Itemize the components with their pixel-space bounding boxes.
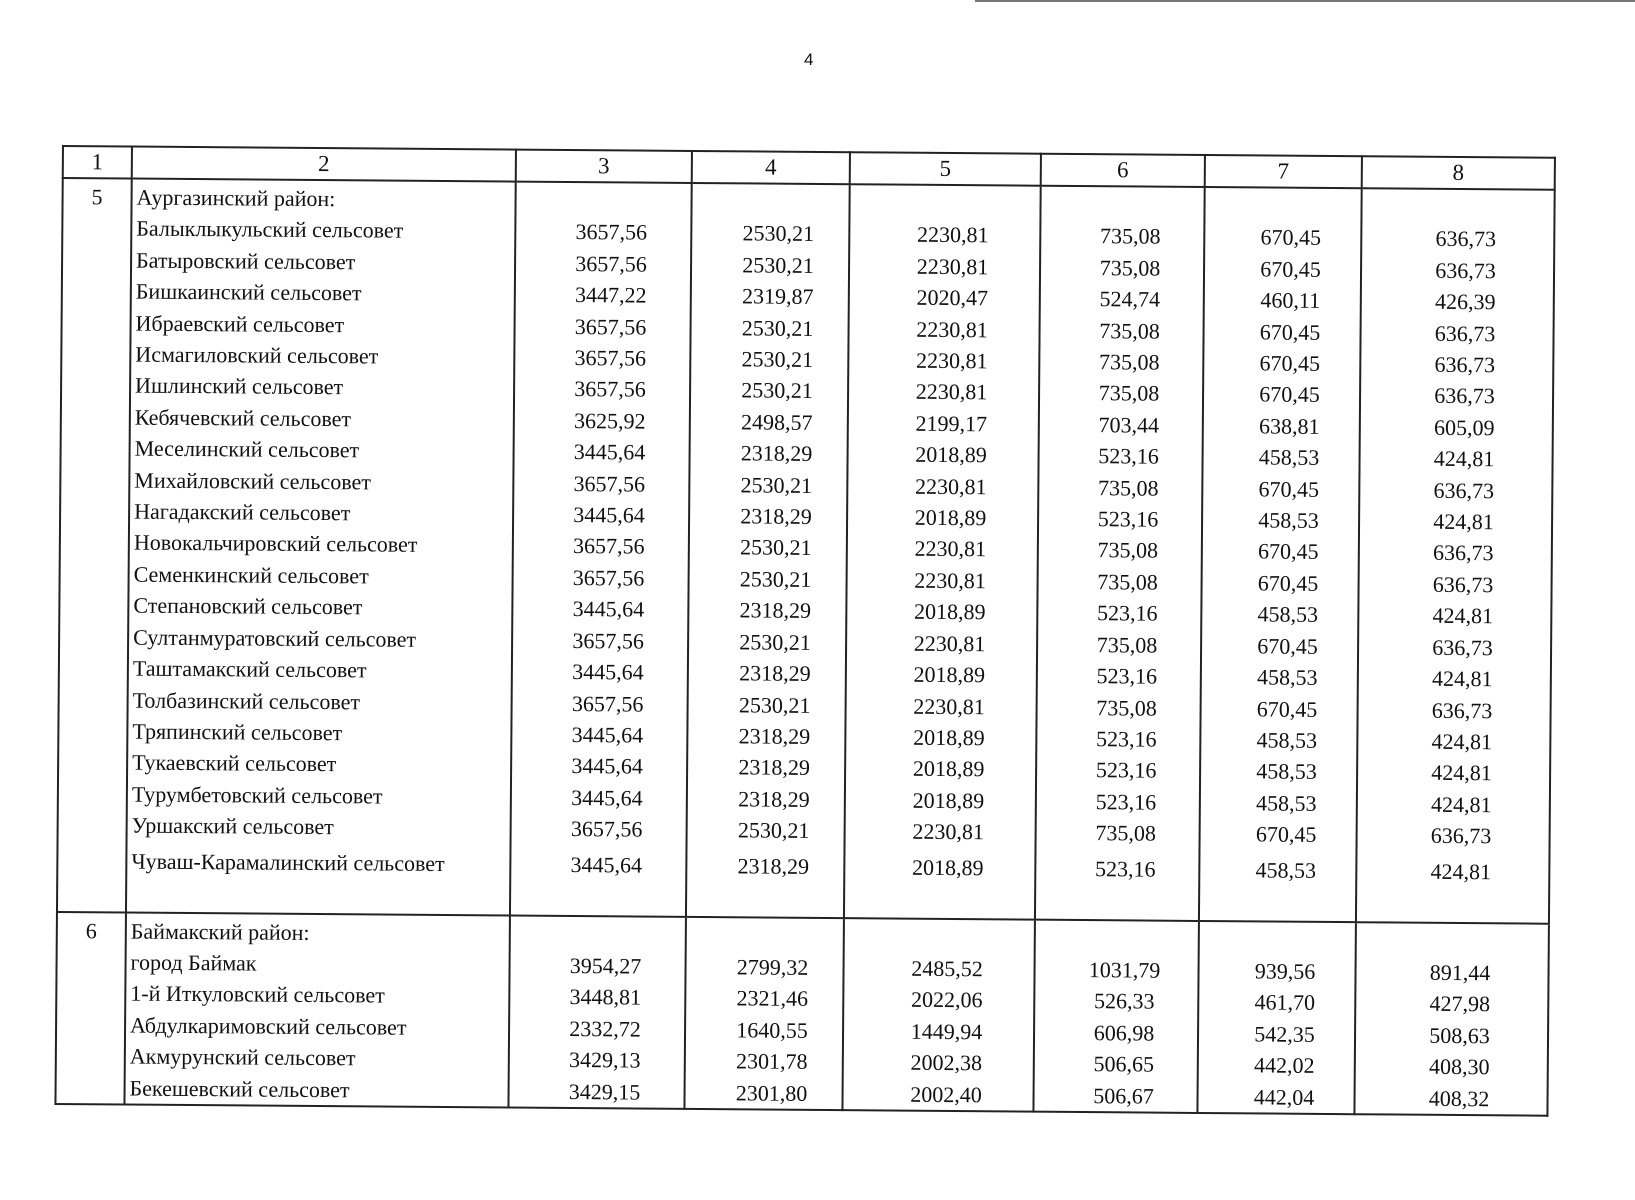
table-cell-value: 2530,21 bbox=[741, 377, 813, 404]
table-cell-value: 2321,46 bbox=[736, 985, 809, 1012]
table-cell-value: 735,08 bbox=[1098, 380, 1160, 407]
settlement-name: Ишлинский сельсовет bbox=[135, 373, 344, 400]
table-cell-value: 3445,64 bbox=[572, 659, 644, 685]
settlement-names-cell bbox=[126, 179, 516, 916]
table-cell-value: 3429,13 bbox=[568, 1047, 641, 1073]
table-cell-value: 703,44 bbox=[1098, 411, 1160, 438]
column-header: 2 bbox=[132, 147, 516, 182]
table-cell-value: 2018,89 bbox=[913, 724, 985, 751]
table-cell-value: 3657,56 bbox=[574, 313, 647, 340]
table-cell-value: 2318,29 bbox=[740, 440, 813, 467]
table-cell-value: 735,08 bbox=[1096, 631, 1158, 658]
settlement-name: Михайловский сельсовет bbox=[134, 467, 372, 495]
table-cell-value: 2301,80 bbox=[735, 1079, 808, 1106]
table-cell-value: 442,04 bbox=[1253, 1083, 1315, 1110]
table-cell-value: 458,53 bbox=[1258, 444, 1320, 471]
table-cell-value: 3447,22 bbox=[574, 282, 647, 308]
table-cell-value: 442,02 bbox=[1253, 1052, 1315, 1079]
section-number: 5 bbox=[57, 178, 132, 912]
settlement-name: Чуваш-Карамалинский сельсовет bbox=[131, 848, 445, 876]
table-cell-value: 1640,55 bbox=[736, 1017, 808, 1043]
settlement-name: Толбазинский сельсовет bbox=[132, 687, 361, 714]
table-cell-value: 3954,27 bbox=[569, 952, 642, 979]
table-cell-value: 3445,64 bbox=[573, 502, 645, 528]
table-cell-value: 3445,64 bbox=[571, 753, 643, 779]
table-cell-value: 670,45 bbox=[1257, 538, 1319, 565]
settlement-name: Уршакский сельсовет bbox=[131, 812, 334, 840]
settlement-name: Батыровский сельсовет bbox=[136, 247, 356, 275]
table-cell-value: 636,73 bbox=[1431, 697, 1493, 723]
table-cell-value: 2199,17 bbox=[915, 410, 988, 437]
table-cell-value: 670,45 bbox=[1259, 350, 1321, 376]
table-cell-value: 526,33 bbox=[1093, 988, 1155, 1014]
table-cell-value: 424,81 bbox=[1433, 508, 1494, 535]
table-cell-value: 2530,21 bbox=[740, 534, 812, 561]
table-cell-value: 458,53 bbox=[1257, 601, 1319, 628]
table-cell-value: 735,08 bbox=[1096, 694, 1157, 721]
table-cell-value: 426,39 bbox=[1434, 289, 1496, 315]
table-cell-value: 636,73 bbox=[1435, 257, 1496, 284]
table-cell-value: 670,45 bbox=[1256, 695, 1318, 722]
table-cell-value: 891,44 bbox=[1429, 959, 1491, 986]
table-cell-value: 2485,52 bbox=[911, 955, 983, 982]
table-cell-value: 2022,06 bbox=[910, 987, 983, 1013]
value-column-3 bbox=[508, 915, 686, 1109]
table-cell-value: 670,45 bbox=[1257, 570, 1319, 596]
table-cell-value: 461,70 bbox=[1254, 989, 1316, 1016]
table-cell-value: 458,53 bbox=[1256, 758, 1317, 785]
table-cell-value: 735,08 bbox=[1098, 349, 1160, 375]
table-cell-value: 3445,64 bbox=[571, 784, 643, 811]
value-column-5 bbox=[842, 918, 1035, 1112]
table-cell-value: 2530,21 bbox=[740, 471, 813, 498]
district-title: Аургазинский район: bbox=[136, 184, 336, 212]
district-title: Баймакский район: bbox=[130, 918, 310, 945]
table-cell-value: 424,81 bbox=[1431, 760, 1492, 786]
table-cell-value: 2230,81 bbox=[915, 473, 987, 499]
table-cell-value: 735,08 bbox=[1099, 223, 1161, 250]
settlement-name: 1-й Иткуловский сельсовет bbox=[130, 980, 385, 1008]
table-cell-value: 523,16 bbox=[1095, 788, 1157, 815]
table-cell-value: 3429,15 bbox=[568, 1078, 641, 1105]
table-cell-value: 424,81 bbox=[1432, 665, 1493, 692]
value-column-4 bbox=[684, 916, 844, 1110]
table-cell-value: 638,81 bbox=[1258, 413, 1320, 439]
table-cell-value: 2318,29 bbox=[738, 723, 811, 749]
value-column-6 bbox=[1035, 186, 1205, 921]
table-cell-value: 424,81 bbox=[1433, 446, 1495, 472]
table-cell-value: 408,30 bbox=[1428, 1053, 1490, 1080]
column-header: 1 bbox=[63, 146, 132, 179]
table-cell-value: 735,08 bbox=[1097, 474, 1159, 501]
table-cell-value: 2498,57 bbox=[740, 409, 813, 435]
table-cell-value: 2318,29 bbox=[737, 852, 810, 879]
column-header: 7 bbox=[1205, 155, 1362, 188]
rates-table bbox=[54, 145, 1555, 1117]
table-cell-value: 605,09 bbox=[1433, 414, 1495, 441]
table-cell-value: 2230,81 bbox=[913, 693, 985, 719]
settlement-name: Бекешевский сельсовет bbox=[129, 1075, 350, 1102]
table-cell-value: 2318,29 bbox=[738, 786, 810, 812]
settlement-name: Бишкаинский сельсовет bbox=[135, 278, 362, 306]
section-row bbox=[55, 912, 1548, 1116]
table-cell-value: 2230,81 bbox=[914, 536, 987, 562]
table-cell-value: 670,45 bbox=[1260, 256, 1321, 282]
table-cell-value: 3445,64 bbox=[572, 596, 645, 622]
table-cell-value: 636,73 bbox=[1434, 320, 1496, 346]
table-cell-value: 636,73 bbox=[1432, 634, 1493, 660]
table-cell-value: 636,73 bbox=[1433, 477, 1495, 503]
table-cell-value: 2530,21 bbox=[741, 314, 814, 341]
table-cell-value: 523,16 bbox=[1096, 663, 1158, 689]
table-cell-value: 670,45 bbox=[1255, 821, 1317, 847]
table-cell-value: 2230,81 bbox=[912, 818, 984, 845]
table-cell-value: 2530,21 bbox=[738, 691, 811, 718]
table-cell-value: 636,73 bbox=[1430, 822, 1492, 849]
table-cell-value: 2230,81 bbox=[916, 316, 988, 342]
settlement-name: Ибраевский сельсовет bbox=[135, 310, 345, 337]
table-cell-value: 2018,89 bbox=[913, 661, 986, 688]
table-cell-value: 636,73 bbox=[1434, 351, 1496, 378]
table-cell-value: 735,08 bbox=[1099, 254, 1161, 281]
column-header: 8 bbox=[1362, 156, 1555, 190]
settlement-name: Нагадакский сельсовет bbox=[134, 498, 351, 526]
table-cell-value: 670,45 bbox=[1258, 476, 1320, 502]
table-cell-value: 670,45 bbox=[1259, 319, 1321, 345]
table-cell-value: 3445,64 bbox=[571, 721, 644, 748]
table-cell-value: 2002,40 bbox=[910, 1081, 982, 1107]
column-header: 3 bbox=[516, 150, 692, 183]
table-cell-value: 636,73 bbox=[1432, 571, 1494, 598]
table-cell-value: 542,35 bbox=[1254, 1021, 1315, 1047]
table-cell-value: 735,08 bbox=[1097, 569, 1158, 595]
settlement-name: Тукаевский сельсовет bbox=[132, 749, 337, 777]
settlement-name: Султанмуратовский сельсовет bbox=[133, 624, 417, 652]
settlement-name: Новокальчировский сельсовет bbox=[133, 530, 418, 558]
settlement-name: Кебячевский сельсовет bbox=[134, 404, 352, 432]
table-cell-value: 3657,56 bbox=[575, 250, 647, 277]
table-cell-value: 506,67 bbox=[1093, 1082, 1154, 1109]
table-cell-value: 3657,56 bbox=[570, 816, 643, 842]
table-cell-value: 460,11 bbox=[1260, 287, 1321, 314]
table-cell-value: 2002,38 bbox=[910, 1049, 983, 1076]
table-cell-value: 458,53 bbox=[1256, 790, 1317, 816]
table-cell-value: 523,16 bbox=[1097, 506, 1159, 532]
table-cell-value: 2318,29 bbox=[740, 503, 812, 529]
table-cell-value: 2530,21 bbox=[741, 346, 814, 372]
table-cell-value: 670,45 bbox=[1257, 633, 1318, 659]
table-cell-value: 3657,56 bbox=[571, 690, 644, 717]
table-cell-value: 1031,79 bbox=[1088, 957, 1161, 983]
table-cell-value: 3657,56 bbox=[575, 219, 648, 246]
table-cell-value: 2230,81 bbox=[915, 347, 988, 374]
table-cell-value: 3448,81 bbox=[569, 984, 642, 1010]
table-cell-value: 939,56 bbox=[1254, 958, 1316, 984]
table-cell-value: 670,45 bbox=[1260, 224, 1322, 251]
table-cell-value: 2530,21 bbox=[742, 252, 814, 278]
table-cell-value: 606,98 bbox=[1093, 1019, 1155, 1046]
table-cell-value: 3657,56 bbox=[572, 564, 645, 591]
table-cell-value: 458,53 bbox=[1257, 664, 1318, 690]
table-cell-value: 2018,89 bbox=[914, 598, 986, 625]
table-cell-value: 2230,81 bbox=[916, 222, 989, 248]
table-cell-value: 3657,56 bbox=[572, 627, 644, 654]
table-body bbox=[55, 178, 1554, 1116]
table-cell-value: 3657,56 bbox=[574, 376, 646, 403]
column-header: 5 bbox=[850, 152, 1041, 185]
settlement-names-cell bbox=[124, 912, 509, 1107]
table-cell-value: 2301,78 bbox=[735, 1048, 808, 1075]
section-number: 6 bbox=[55, 912, 126, 1105]
settlement-name: Степановский сельсовет bbox=[133, 592, 363, 620]
settlement-name: Турумбетовский сельсовет bbox=[131, 781, 383, 809]
table-cell-value: 2230,81 bbox=[915, 379, 988, 405]
table-cell-value: 2530,21 bbox=[737, 817, 810, 844]
value-column-8 bbox=[1354, 922, 1549, 1116]
top-edge-rule bbox=[975, 0, 1635, 2]
table-cell-value: 735,08 bbox=[1099, 317, 1160, 344]
table-cell-value: 523,16 bbox=[1095, 855, 1156, 882]
table-cell-value: 427,98 bbox=[1429, 991, 1491, 1017]
table-cell-value: 3657,56 bbox=[574, 345, 647, 371]
settlement-name: Абдулкаримовский сельсовет bbox=[129, 1012, 407, 1040]
table-cell-value: 3445,64 bbox=[570, 851, 643, 878]
page-number: 4 bbox=[804, 50, 814, 69]
table-cell-value: 523,16 bbox=[1097, 600, 1158, 626]
table-cell-value: 458,53 bbox=[1258, 507, 1319, 533]
table-cell-value: 2020,47 bbox=[916, 284, 989, 311]
table-cell-value: 408,32 bbox=[1428, 1085, 1490, 1111]
table-cell-value: 2332,72 bbox=[569, 1015, 641, 1042]
table-cell-value: 2799,32 bbox=[736, 954, 809, 980]
table-cell-value: 2530,21 bbox=[742, 220, 815, 247]
table-cell-value: 523,16 bbox=[1096, 726, 1157, 752]
value-column-8 bbox=[1356, 188, 1555, 923]
settlement-name: Тряпинский сельсовет bbox=[132, 718, 343, 746]
value-column-7 bbox=[1197, 920, 1356, 1114]
table-cell-value: 3657,56 bbox=[573, 470, 646, 497]
table-cell-value: 3657,56 bbox=[573, 533, 645, 560]
settlement-name: Исмагиловский сельсовет bbox=[135, 341, 379, 369]
table-cell-value: 2230,81 bbox=[916, 253, 989, 280]
table-cell-value: 506,65 bbox=[1093, 1051, 1155, 1077]
table-cell-value: 2018,89 bbox=[914, 504, 987, 531]
table-cell-value: 2230,81 bbox=[914, 567, 986, 594]
table-cell-value: 636,73 bbox=[1434, 383, 1495, 409]
value-column-4 bbox=[686, 183, 850, 918]
settlement-name: Меселинский сельсовет bbox=[134, 435, 360, 463]
table-cell-value: 735,08 bbox=[1095, 820, 1156, 846]
table-cell-value: 2018,89 bbox=[915, 441, 987, 468]
table-cell-value: 3625,92 bbox=[574, 407, 646, 434]
column-header: 6 bbox=[1041, 154, 1205, 187]
table-cell-value: 458,53 bbox=[1255, 856, 1317, 883]
table-cell-value: 424,81 bbox=[1431, 728, 1493, 755]
table-cell-value: 2318,29 bbox=[739, 597, 812, 624]
table-cell-value: 2018,89 bbox=[912, 787, 985, 813]
settlement-name: город Баймак bbox=[130, 949, 257, 976]
value-column-3 bbox=[510, 182, 692, 917]
value-column-5 bbox=[844, 184, 1041, 919]
table-cell-value: 2530,21 bbox=[739, 566, 812, 592]
table-cell-value: 2318,29 bbox=[738, 754, 810, 781]
column-header: 4 bbox=[692, 151, 850, 184]
table-cell-value: 508,63 bbox=[1429, 1022, 1490, 1048]
value-column-6 bbox=[1033, 919, 1199, 1113]
table-cell-value: 523,16 bbox=[1095, 757, 1157, 783]
table-cell-value: 1449,94 bbox=[910, 1018, 983, 1045]
settlement-name: Акмурунский сельсовет bbox=[129, 1043, 356, 1071]
settlement-name: Таштамакский сельсовет bbox=[132, 655, 367, 683]
table-cell-value: 2319,87 bbox=[741, 283, 814, 310]
table-cell-value: 2318,29 bbox=[739, 660, 811, 686]
table-cell-value: 735,08 bbox=[1097, 537, 1159, 564]
table-cell-value: 424,81 bbox=[1432, 603, 1494, 629]
table-cell-value: 424,81 bbox=[1430, 858, 1492, 884]
value-column-7 bbox=[1199, 187, 1362, 922]
table-cell-value: 636,73 bbox=[1435, 226, 1497, 252]
table-cell-value: 2018,89 bbox=[912, 854, 984, 880]
table-cell-value: 524,74 bbox=[1099, 286, 1161, 312]
settlement-name: Семенкинский сельсовет bbox=[133, 561, 369, 589]
table-cell-value: 670,45 bbox=[1259, 381, 1320, 408]
settlement-name: Балыклыкульский сельсовет bbox=[136, 215, 404, 244]
section-row bbox=[57, 178, 1555, 923]
table-cell-value: 2530,21 bbox=[739, 629, 811, 655]
table-cell-value: 458,53 bbox=[1256, 727, 1318, 753]
table-cell-value: 523,16 bbox=[1098, 443, 1159, 469]
table-cell-value: 2230,81 bbox=[913, 630, 986, 656]
table-cell-value: 636,73 bbox=[1432, 540, 1494, 566]
table-cell-value: 3445,64 bbox=[573, 439, 646, 465]
table-cell-value: 424,81 bbox=[1431, 791, 1492, 817]
table-cell-value: 2018,89 bbox=[912, 756, 985, 782]
